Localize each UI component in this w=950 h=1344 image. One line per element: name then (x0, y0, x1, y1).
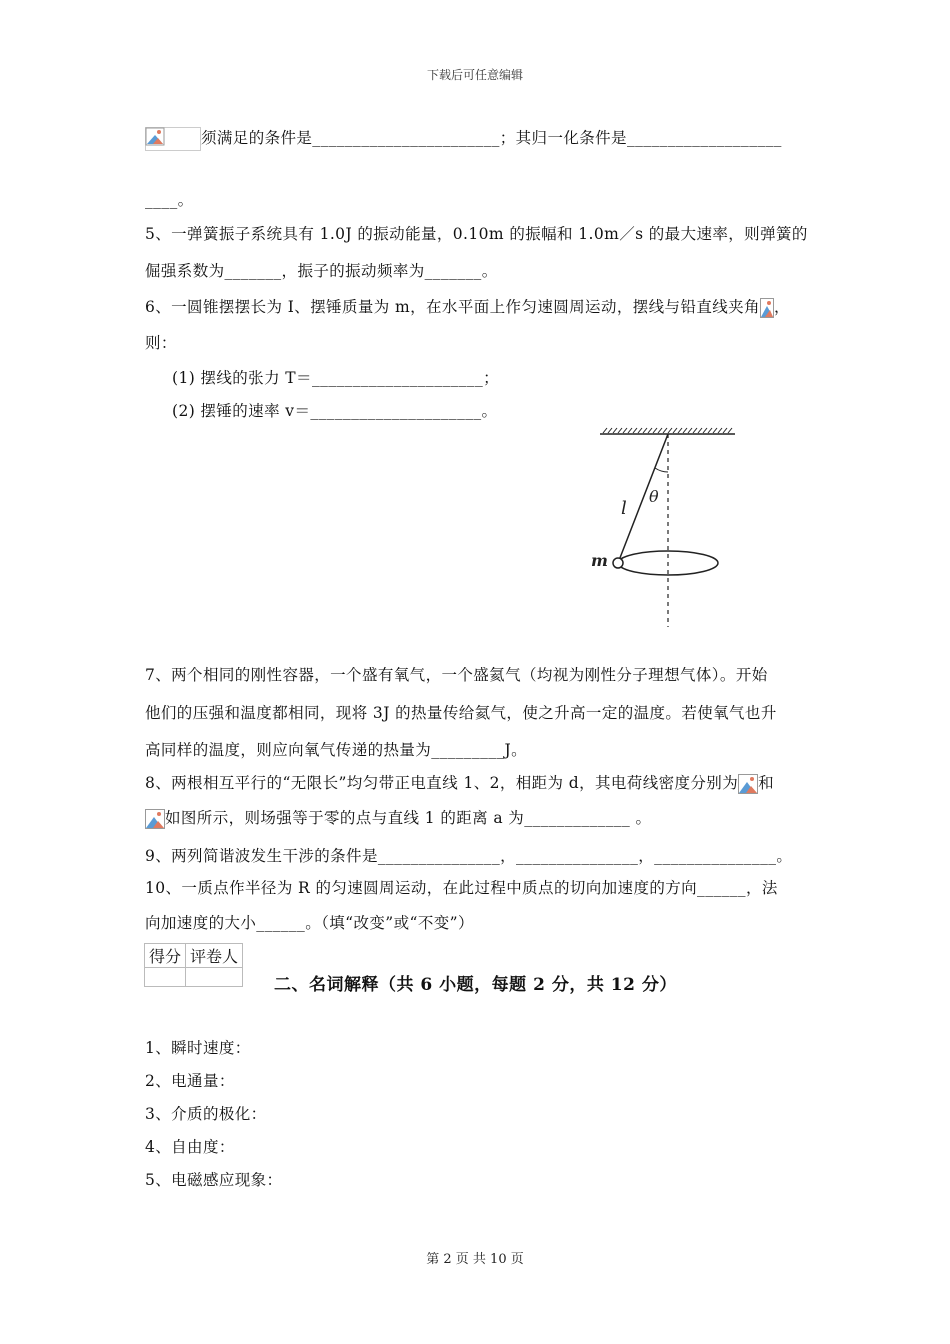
broken-image-icon (760, 298, 774, 318)
q4-line2: ____。 (145, 191, 194, 209)
broken-image-icon (738, 774, 758, 794)
q6-line2: 则： (145, 334, 177, 352)
score-header: 得分 (145, 944, 186, 968)
q9-line1: 9、两列简谐波发生干涉的条件是_______________，_______________，_______________。 (145, 847, 793, 865)
q8-line2 (145, 806, 651, 829)
page-header: 下载后可任意编辑 (426, 68, 523, 82)
q10-line2: 向加速度的大小______。（填“改变”或“不变”） (145, 914, 474, 932)
grader-header: 评卷人 (186, 944, 243, 968)
q8-line1 (145, 771, 774, 794)
q6-comma: ， (773, 298, 790, 316)
q8-text2: 如图所示，则场强等于零的点与直线 1 的距离 a 为_____________ 。 (165, 809, 652, 827)
broken-image-icon (145, 127, 201, 151)
q8-he: 和 (758, 774, 775, 792)
grader-cell[interactable] (186, 968, 243, 987)
q6-text1: 6、一圆锥摆摆长为 I、摆锤质量为 m，在水平面上作匀速圆周运动，摆线与铅直线夹角 (145, 298, 760, 316)
q10-line1: 10、一质点作半径为 R 的匀速圆周运动，在此过程中质点的切向加速度的方向______，法 (145, 879, 778, 897)
section-title: 二、名词解释（共 6 小题，每题 2 分，共 12 分） (274, 975, 677, 995)
q5-line1: 5、一弹簧振子系统具有 1.0J 的振动能量，0.10m 的振幅和 1.0m／s 的最大速率，则弹簧的 (145, 225, 808, 243)
broken-image-icon (145, 809, 165, 829)
term-item: 3、介质的极化： (145, 1105, 267, 1123)
label-l: l (621, 498, 627, 519)
label-m: m (591, 551, 608, 570)
angle-arc (655, 468, 668, 472)
q6-line1 (145, 295, 790, 318)
term-item: 2、电通量： (145, 1072, 235, 1090)
q6-sub2: (2) 摆锤的速率 v＝_____________________。 (172, 402, 498, 420)
term-item: 4、自由度： (145, 1138, 235, 1156)
pendulum-bob (613, 558, 623, 568)
score-cell[interactable] (145, 968, 186, 987)
label-theta: θ (649, 487, 659, 506)
score-table (144, 943, 243, 987)
q7-line3: 高同样的温度，则应向氧气传递的热量为_________J。 (145, 741, 528, 759)
q4-line1 (145, 126, 782, 151)
ceiling-hatch (600, 428, 735, 434)
term-item: 5、电磁感应现象： (145, 1171, 283, 1189)
q7-line1: 7、两个相同的刚性容器，一个盛有氧气，一个盛氦气（均视为刚性分子理想气体）。开始 (145, 666, 768, 684)
q7-line2: 他们的压强和温度都相同，现将 3J 的热量传给氦气，使之升高一定的温度。若使氧气也升 (145, 704, 777, 722)
term-item: 1、瞬时速度： (145, 1039, 251, 1057)
q6-sub1: (1) 摆线的张力 T＝_____________________； (172, 369, 499, 387)
q5-line2: 倔强系数为_______，振子的振动频率为_______。 (145, 262, 498, 280)
q4-text1: 须满足的条件是_______________________；其归一化条件是___________________ (201, 129, 782, 147)
q8-text1: 8、两根相互平行的“无限长”均匀带正电直线 1、2，相距为 d，其电荷线密度分别为 (145, 774, 739, 792)
conical-pendulum-figure (585, 422, 745, 632)
page-footer: 第 2 页 共 10 页 (426, 1252, 524, 1267)
